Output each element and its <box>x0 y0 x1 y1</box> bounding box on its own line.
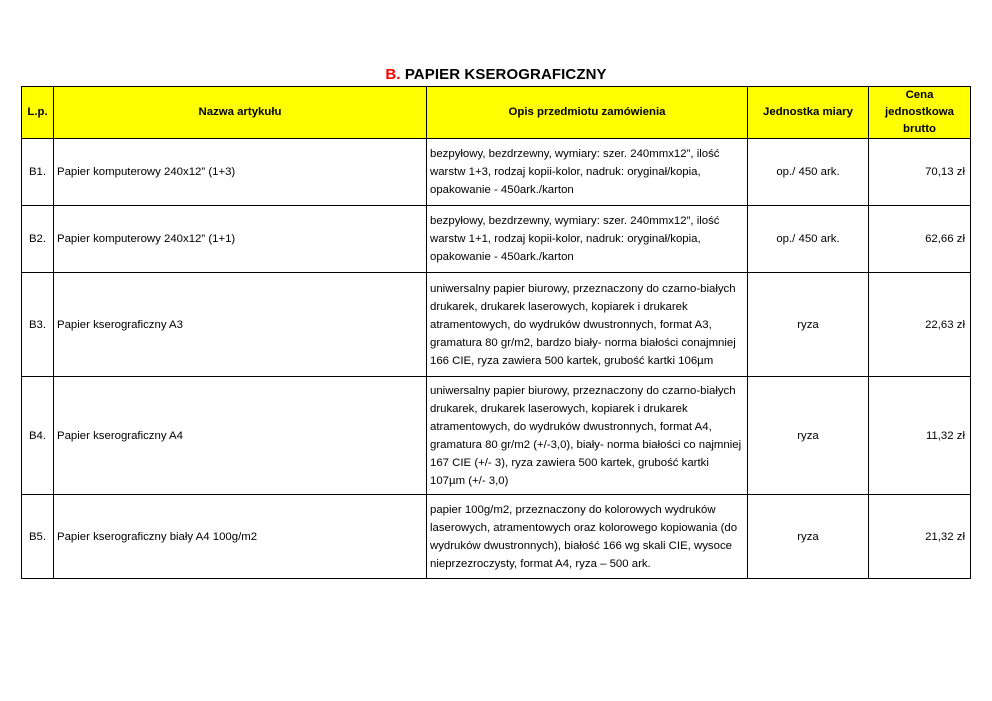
row-unit: op./ 450 ark. <box>748 139 869 206</box>
row-price: 11,32 zł <box>869 377 971 495</box>
row-description: uniwersalny papier biurowy, przeznaczony do czarno-białych drukarek, drukarek laserowych, kopiarek i drukarek atramentowych, do wydruków dwustronnych, format A3, gramatura 80 gr/m2, bardzo biały- norma białości conajmniej 166 CIE, ryza zawiera 500 kartek, grubość kartki 106µm <box>427 273 748 377</box>
row-price: 62,66 zł <box>869 206 971 273</box>
section-title-text: PAPIER KSEROGRAFICZNY <box>400 66 607 83</box>
items-table <box>21 86 971 579</box>
row-name: Papier kserograficzny A3 <box>54 273 427 377</box>
row-lp: B4. <box>22 377 54 495</box>
table-row <box>22 377 971 495</box>
row-lp: B3. <box>22 273 54 377</box>
row-price: 22,63 zł <box>869 273 971 377</box>
header-lp: L.p. <box>22 87 54 139</box>
table-row <box>22 495 971 579</box>
header-unit: Jednostka miary <box>748 87 869 139</box>
row-name: Papier komputerowy 240x12” (1+3) <box>54 139 427 206</box>
section-title-prefix: B. <box>385 66 401 83</box>
table-header-row <box>22 87 971 139</box>
row-price: 70,13 zł <box>869 139 971 206</box>
row-name: Papier kserograficzny biały A4 100g/m2 <box>54 495 427 579</box>
header-price: Cena jednostkowa brutto <box>869 87 971 139</box>
row-name: Papier kserograficzny A4 <box>54 377 427 495</box>
row-lp: B2. <box>22 206 54 273</box>
row-description: bezpyłowy, bezdrzewny, wymiary: szer. 240mmx12”, ilość warstw 1+3, rodzaj kopii-kolor, nadruk: oryginał/kopia, opakowanie - 450ark./karton <box>427 139 748 206</box>
row-description: uniwersalny papier biurowy, przeznaczony do czarno-białych drukarek, drukarek laserowych, kopiarek i drukarek atramentowych, do wydruków dwustronnych, format A4, gramatura 80 gr/m2 (+/-3,0), biały- norma białości co najmniej 167 CIE (+/- 3), ryza zawiera 500 kartek, grubość kartki 107µm (+/- 3,0) <box>427 377 748 495</box>
row-name: Papier komputerowy 240x12” (1+1) <box>54 206 427 273</box>
header-name: Nazwa artykułu <box>54 87 427 139</box>
row-unit: ryza <box>748 273 869 377</box>
row-unit: op./ 450 ark. <box>748 206 869 273</box>
table-row <box>22 273 971 377</box>
row-lp: B1. <box>22 139 54 206</box>
header-description: Opis przedmiotu zamówienia <box>427 87 748 139</box>
row-description: papier 100g/m2, przeznaczony do kolorowych wydruków laserowych, atramentowych oraz kolorowego kopiowania (do wydruków dwustronnych), białość 166 wg skali CIE, wysoce nieprzezroczysty, format A4, ryza – 500 ark. <box>427 495 748 579</box>
row-price: 21,32 zł <box>869 495 971 579</box>
row-lp: B5. <box>22 495 54 579</box>
table-row <box>22 206 971 273</box>
row-description: bezpyłowy, bezdrzewny, wymiary: szer. 240mmx12”, ilość warstw 1+1, rodzaj kopii-kolor, nadruk: oryginał/kopia, opakowanie - 450ark./karton <box>427 206 748 273</box>
section-title <box>0 66 992 83</box>
row-unit: ryza <box>748 495 869 579</box>
table-row <box>22 139 971 206</box>
row-unit: ryza <box>748 377 869 495</box>
